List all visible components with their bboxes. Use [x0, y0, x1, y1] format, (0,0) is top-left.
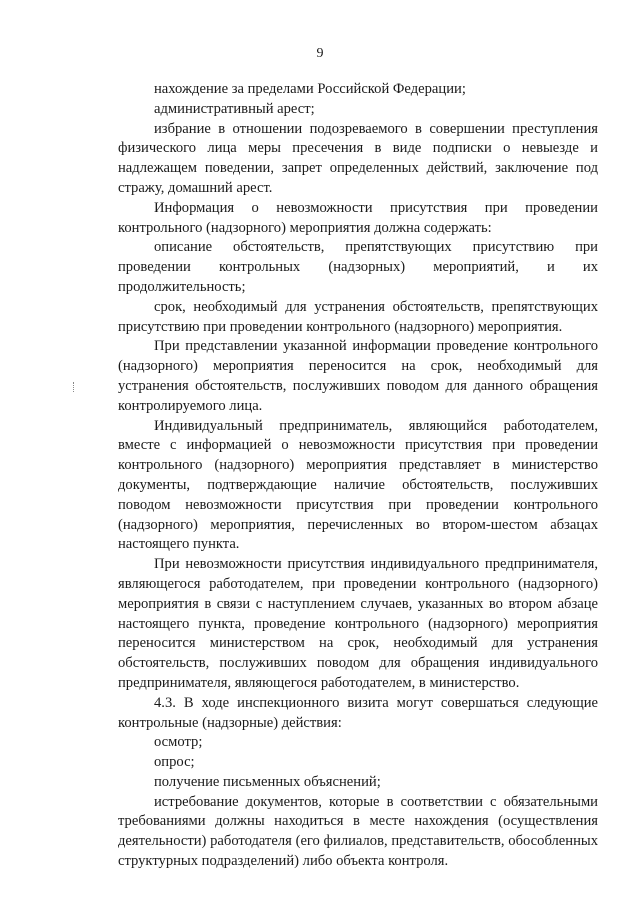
paragraph-4: Информация о невозможности присутствия при проведении контрольного (надзорного) мероприятия должна содержать:: [118, 199, 598, 236]
page-number: 9: [316, 46, 324, 61]
paragraph-10: 4.3. В ходе инспекционного визита могут совершаться следующие контрольные (надзорные) действия:: [118, 694, 598, 731]
paragraph-14: истребование документов, которые в соответствии с обязательными требованиями должны находиться в месте нахождения (осуществления деятельности) работодателя (его филиалов, представительств, обособленных структурных подразделений) либо объекта контроля.: [118, 793, 598, 870]
margin-mark: [73, 382, 75, 392]
paragraph-12: опрос;: [154, 754, 195, 771]
paragraph-9: При невозможности присутствия индивидуального предпринимателя, являющегося работодателем, при проведении контрольного (надзорного) мероприятия в связи с наступлением случаев, указанных во втором абзаце настоящего пункта, проведение контрольного (надзорного) мероприятия переносится министерством на срок, необходимый для устранения обстоятельств, послуживших поводом для обращения индивидуального предпринимателя, являющегося работодателем, в министерство.: [118, 556, 598, 691]
paragraph-8: Индивидуальный предприниматель, являющийся работодателем, вместе с информацией о невозможности присутствия при проведении контрольного (надзорного) мероприятия представляет в министерство документы, подтверждающие наличие обстоятельств, послуживших поводом невозможности присутствия при проведении контрольного (надзорного) мероприятия, перечисленных во втором-шестом абзацах настоящего пункта.: [118, 417, 598, 553]
paragraph-6: срок, необходимый для устранения обстоятельств, препятствующих присутствию при проведении контрольного (надзорного) мероприятия.: [118, 298, 598, 335]
paragraph-11: осмотр;: [154, 734, 203, 751]
document-body: [118, 80, 598, 872]
paragraph-5: описание обстоятельств, препятствующих присутствию при проведении контрольных (надзорных) мероприятий, и их продолжительность;: [118, 239, 598, 295]
paragraph-7: При представлении указанной информации проведение контрольного (надзорного) мероприятия переносится на срок, необходимый для устранения обстоятельств, послуживших поводом для данного обращения контролируемого лица.: [118, 338, 598, 414]
paragraph-2: административный арест;: [154, 100, 315, 117]
paragraph-3: избрание в отношении подозреваемого в совершении преступления физического лица меры пресечения в виде подписки о невыезде и надлежащем поведении, запрет определенных действий, заключение под стражу, домашний арест.: [118, 120, 598, 196]
paragraph-13: получение письменных объяснений;: [154, 773, 381, 790]
paragraph-1: нахождение за пределами Российской Федерации;: [154, 81, 466, 97]
